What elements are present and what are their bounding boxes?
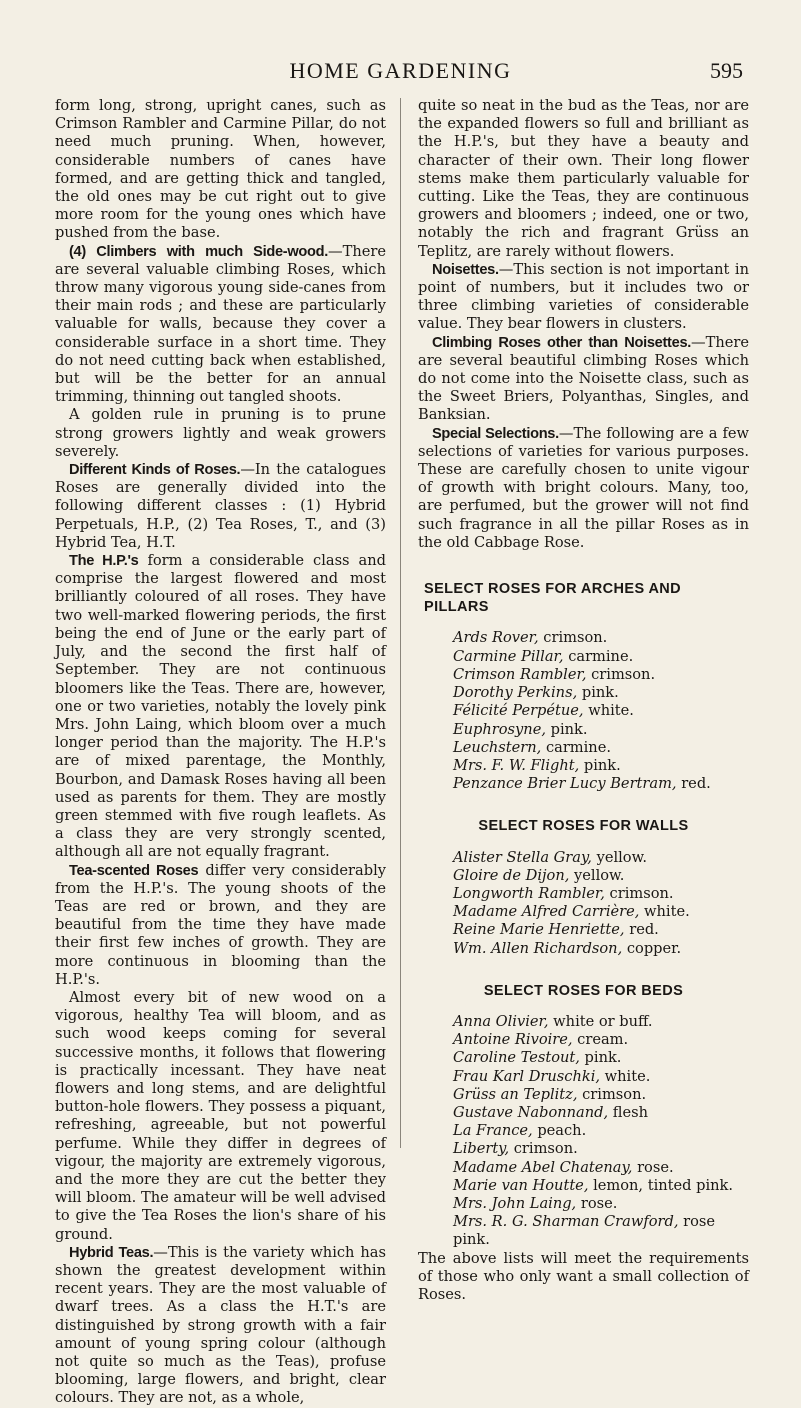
paragraph-text: —There are several valuable climbing Roses, which throw many vigorous young side-canes from their main rods ; and these are particularly valuable for walls, because they cover a considerable surface in a short time. They do not need cutting back when established, but will be the better for an annual trimming, thinning out tangled shoots.: [55, 242, 386, 406]
side-heading: (4) Climbers with much Side-wood.: [69, 243, 329, 260]
paragraph-side-wood: [55, 243, 386, 407]
rose-colour: pink.: [545, 720, 588, 738]
rose-colour: red.: [676, 775, 711, 793]
rose-colour: white or buff.: [548, 1012, 653, 1030]
rose-list-item: [453, 702, 749, 720]
left-column: [55, 97, 386, 1407]
rose-colour: white.: [600, 1067, 651, 1085]
rose-list-item: [453, 1086, 749, 1104]
rose-list-item: [453, 1195, 749, 1213]
rose-variety-name: Longworth Rambler,: [453, 884, 605, 902]
rose-colour: white.: [583, 702, 634, 720]
paragraph-text: —There are several beautiful climbing Roses which do not come into the Noisette class, such as the Sweet Briers, Polyanthas, Singles, and Banksian.: [418, 333, 749, 424]
rose-variety-name: Liberty,: [453, 1140, 510, 1158]
rose-list-item: [453, 1177, 749, 1195]
running-title: HOME GARDENING: [289, 58, 512, 83]
paragraph-hybrid-teas-continued: quite so neat in the bud as the Teas, nor are the expanded flowers so full and brilliant as the H.P.'s, but they have a beauty and character of their own. Their long flower stems make them particularly valuable for cutting. Like the Teas, they are continuous growers and bloomers ; indeed, one or two, notably the rich and fragrant Grüss an Teplitz, are rarely without flowers.: [418, 97, 749, 260]
paragraph-tea-flowering: Almost every bit of new wood on a vigorous, healthy Tea will bloom, and as such wood keeps coming for several successive months, it follows that flowering is practically incessant. They have neat flowers and long stems, and are delightful button-hole flowers. They possess a piquant, refreshing, agreeable, but not powerful perfume. While they differ in degrees of vigour, the majority are extremely vigorous, and the more they are cut the better they will bloom. The amateur will be well advised to give the Tea Roses the lion's share of his ground.: [55, 988, 386, 1243]
paragraph-text: differ very considerably from the H.P.'s. The young shoots of the Teas are red or brown, and they are beautiful from the time they have made their first few inches of growth. They are more continuous in blooming than the H.P.'s.: [55, 861, 386, 988]
rose-list-item: [453, 1068, 749, 1086]
rose-variety-name: Alister Stella Gray,: [453, 848, 592, 866]
rose-list-item: [453, 867, 749, 885]
paragraph-special-selections: [418, 425, 749, 552]
rose-variety-name: Penzance Brier Lucy Bertram,: [453, 775, 677, 793]
rose-colour: white.: [639, 903, 690, 921]
section-heading-walls: SELECT ROSES FOR WALLS: [478, 818, 689, 835]
paragraph-golden-rule: A golden rule in pruning is to prune strong growers lightly and weak growers severely.: [55, 406, 386, 460]
right-column: [418, 97, 750, 1303]
rose-variety-name: Madame Alfred Carrière,: [453, 903, 640, 921]
rose-colour: cream.: [572, 1031, 629, 1049]
rose-list-item: [453, 721, 749, 739]
rose-variety-name: Anna Olivier,: [453, 1012, 549, 1030]
paragraph-tea-roses: [55, 862, 386, 989]
rose-list-beds: [418, 1013, 749, 1250]
rose-colour: carmine.: [541, 738, 611, 756]
rose-colour: carmine.: [563, 647, 634, 665]
rose-variety-name: Félicité Perpétue,: [453, 702, 584, 720]
rose-variety-name: Ards Rover,: [453, 629, 539, 647]
rose-colour: pink.: [579, 756, 621, 774]
rose-colour: pink.: [577, 684, 619, 702]
paragraph-hybrid-perpetuals: [55, 552, 386, 861]
rose-list-item: [453, 757, 749, 775]
rose-list-item: [453, 775, 749, 793]
paragraph-text: —The following are a few selections of varieties for various purposes. These are carefully chosen to unite vigour of growth with bright colours. Many, too, are perfumed, but the grower will not find such fragrance in all the pillar Roses as in the old Cabbage Rose.: [418, 424, 750, 551]
rose-list-item: [453, 1159, 749, 1177]
side-heading: The H.P.'s: [69, 553, 139, 570]
paragraph-cane-pruning: form long, strong, upright canes, such as Crimson Rambler and Carmine Pillar, do not need much pruning. When, however, considerable numbers of canes have formed, and are getting thick and tangled, the old ones may be cut right out to give more room for the young ones which have pushed from the base.: [55, 97, 386, 242]
rose-variety-name: Euphrosyne,: [453, 720, 546, 738]
rose-colour: red.: [624, 921, 659, 939]
rose-list-item: [453, 1049, 749, 1067]
rose-list-walls: [418, 849, 749, 958]
paragraph-text: form a considerable class and comprise the largest flowered and most brilliantly coloured of all roses. They have two well-marked flowering periods, the first being the end of June or the early part of July, and the second the first half of September. They are not continuous bloomers like the Teas. There are, however, one or two varieties, notably the lovely pink Mrs. John Laing, which bloom over a much longer period than the majority. The H.P.'s are of mixed parentage, the Monthly, Bourbon, and Damask Roses having all been used as parents for them. They are mostly green stemmed with five rough leaflets. As a class they are very strongly scented, although all are not equally fragrant.: [55, 552, 386, 861]
section-heading-arches-pillars: SELECT ROSES FOR ARCHES AND PILLARS: [424, 581, 682, 616]
side-heading: Climbing Roses other than Noisettes.: [432, 334, 692, 351]
rose-list-item: [453, 1213, 749, 1249]
rose-variety-name: Gustave Nabonnand,: [453, 1103, 609, 1121]
rose-list-item: [453, 1122, 749, 1140]
rose-colour: rose pink.: [453, 1213, 716, 1249]
rose-variety-name: Dorothy Perkins,: [453, 684, 578, 702]
rose-colour: crimson.: [509, 1140, 578, 1158]
paragraph-text: —In the catalogues Roses are generally divided into the following different classes : (1) Hybrid Perpetuals, H.P., (2) Tea Roses, T., and (3) Hybrid Tea, H.T.: [55, 461, 386, 551]
rose-list-item: [453, 1104, 749, 1122]
rose-list-item: [453, 648, 749, 666]
side-heading: Special Selections.: [432, 425, 559, 442]
rose-colour: rose.: [576, 1194, 618, 1212]
rose-list-item: [453, 684, 749, 702]
rose-variety-name: Reine Marie Henriette,: [453, 921, 625, 939]
paragraph-hybrid-teas: [55, 1244, 386, 1408]
rose-list-item: [453, 1013, 749, 1031]
rose-colour: crimson.: [586, 665, 656, 683]
rose-list-arches: [418, 629, 749, 793]
rose-variety-name: Grüss an Teplitz,: [453, 1085, 578, 1103]
rose-colour: yellow.: [591, 848, 647, 866]
rose-colour: pink.: [579, 1049, 622, 1067]
rose-list-item: [453, 666, 749, 684]
rose-variety-name: Gloire de Dijon,: [453, 866, 570, 884]
rose-colour: lemon, tinted pink.: [588, 1176, 734, 1194]
side-heading: Tea-scented Roses: [69, 862, 199, 879]
side-heading: Noisettes.: [432, 261, 499, 278]
rose-list-item: [453, 921, 749, 939]
rose-variety-name: Antoine Rivoire,: [453, 1031, 573, 1049]
paragraph-text: —This section is not important in point of numbers, but it includes two or three climbing varieties of considerable value. They bear flowers in clusters.: [418, 260, 749, 333]
rose-variety-name: Frau Karl Druschki,: [453, 1067, 601, 1085]
rose-colour: copper.: [622, 939, 682, 957]
rose-colour: peach.: [532, 1122, 587, 1140]
rose-colour: crimson.: [538, 629, 608, 647]
rose-variety-name: Crimson Rambler,: [453, 665, 587, 683]
rose-variety-name: Marie van Houtte,: [453, 1176, 589, 1194]
paragraph-noisettes: [418, 261, 749, 334]
rose-colour: yellow.: [569, 866, 625, 884]
rose-variety-name: Madame Abel Chatenay,: [453, 1158, 633, 1176]
rose-list-item: [453, 1031, 749, 1049]
rose-variety-name: Carmine Pillar,: [453, 647, 564, 665]
paragraph-kinds-of-roses: [55, 461, 386, 552]
rose-list-item: [453, 1140, 749, 1158]
rose-variety-name: Mrs. John Laing,: [453, 1194, 577, 1212]
rose-variety-name: Mrs. F. W. Flight,: [453, 756, 580, 774]
side-heading: Different Kinds of Roses.: [69, 462, 241, 479]
rose-variety-name: La France,: [453, 1122, 533, 1140]
page-header: [0, 58, 801, 88]
rose-variety-name: Wm. Allen Richardson,: [453, 939, 623, 957]
paragraph-text: —This is the variety which has shown the greatest development within recent years. They are the most valuable of dwarf trees. As a class the H.T.'s are distinguished by strong growth with a fair amount of young spring colour (although not quite so much as the Teas), profuse blooming, large flowers, and bright, clear colours. They are not, as a whole,: [55, 1243, 386, 1407]
rose-variety-name: Caroline Testout,: [453, 1049, 580, 1067]
page-number: 595: [710, 58, 743, 83]
side-heading: Hybrid Teas.: [69, 1244, 154, 1261]
rose-list-item: [453, 849, 749, 867]
rose-list-item: [453, 940, 749, 958]
rose-list-item: [453, 739, 749, 757]
rose-list-item: [453, 629, 749, 647]
rose-colour: flesh: [608, 1103, 649, 1121]
paragraph-climbing-roses: [418, 334, 749, 425]
rose-colour: crimson.: [577, 1085, 647, 1103]
rose-variety-name: Leuchstern,: [453, 738, 542, 756]
column-divider: [400, 98, 401, 1148]
rose-list-item: [453, 885, 749, 903]
rose-list-item: [453, 903, 749, 921]
rose-variety-name: Mrs. R. G. Sharman Crawford,: [453, 1213, 679, 1231]
rose-colour: crimson.: [604, 884, 674, 902]
rose-colour: rose.: [632, 1158, 674, 1176]
paragraph-closing: The above lists will meet the requirements of those who only want a small collection of Roses.: [418, 1249, 749, 1303]
section-heading-beds: SELECT ROSES FOR BEDS: [483, 982, 684, 999]
